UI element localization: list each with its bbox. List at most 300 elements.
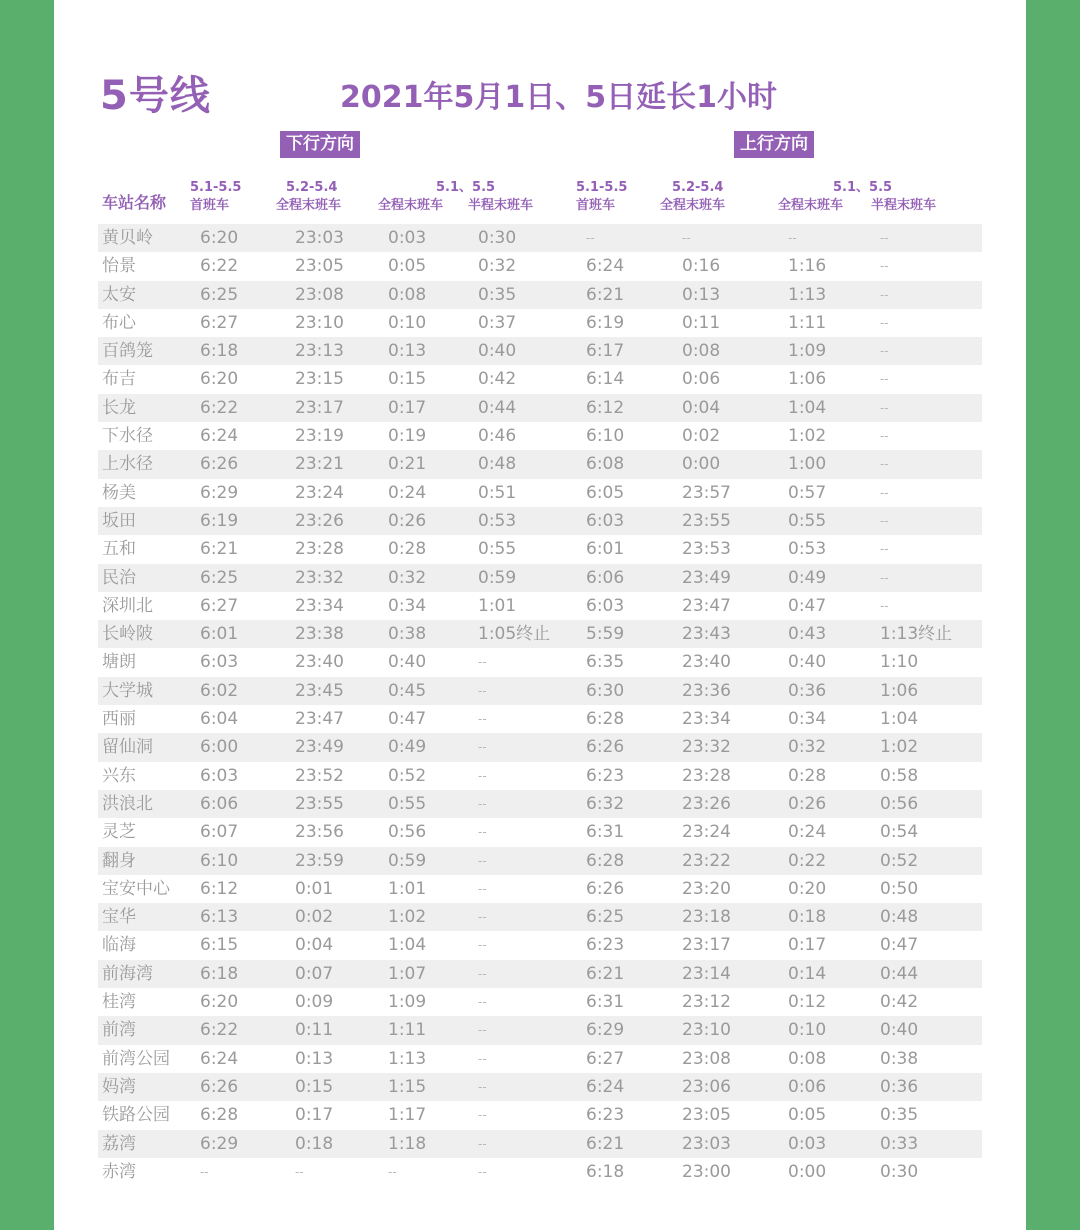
- down-full-last-cell: 0:17: [388, 397, 427, 418]
- down-full-last-cell: 0:15: [388, 369, 427, 390]
- down-last-5-2-cell: 23:34: [295, 595, 344, 616]
- up-full-last-cell: 0:28: [788, 765, 827, 786]
- up-first-cell: 5:59: [586, 624, 625, 645]
- table-row: [98, 1045, 982, 1073]
- down-first-cell: 6:20: [200, 228, 239, 248]
- down-group-header: 5.1、5.5: [436, 180, 496, 195]
- up-full-last-header: 全程末班车: [778, 198, 844, 213]
- table-row: [98, 1016, 982, 1044]
- up-half-last-cell: 0:54: [880, 822, 919, 843]
- up-full-last-cell: 1:00: [788, 454, 827, 475]
- up-full-last-cell: 0:22: [788, 850, 827, 871]
- up-last-5-2-cell: 23:18: [682, 907, 731, 928]
- table-row: [98, 507, 982, 535]
- up-half-last-cell: --: [880, 429, 889, 444]
- down-last-5-2-cell: 23:55: [295, 793, 344, 814]
- down-full-last-cell: 0:56: [388, 822, 427, 843]
- down-first-cell: 6:22: [200, 1020, 239, 1041]
- up-last-5-2-cell: 23:26: [682, 793, 731, 814]
- up-first-cell: 6:23: [586, 1105, 625, 1126]
- down-half-last-cell: --: [478, 655, 487, 670]
- extension-notice-title: 2021年5月1日、5日延长1小时: [340, 80, 777, 115]
- up-last-5-2-cell: 23:03: [682, 1133, 731, 1154]
- station-name-cell: 宝华: [102, 907, 136, 928]
- up-first-cell: 6:29: [586, 1020, 625, 1041]
- up-last-5-2-cell: 23:57: [682, 482, 731, 503]
- up-full-last-cell: 0:26: [788, 793, 827, 814]
- down-last-5-2-cell: 0:07: [295, 963, 334, 984]
- up-half-last-cell: --: [880, 513, 889, 528]
- down-full-last-cell: 1:13: [388, 1048, 427, 1069]
- table-row: [98, 309, 982, 337]
- down-full-last-cell: 0:32: [388, 567, 427, 588]
- station-name-cell: 兴东: [102, 765, 136, 786]
- down-half-last-cell: 0:51: [478, 482, 517, 503]
- up-full-last-cell: 0:03: [788, 1133, 827, 1154]
- up-full-last-cell: 0:20: [788, 878, 827, 899]
- table-row: [98, 479, 982, 507]
- table-row: [98, 337, 982, 365]
- up-full-last-cell: 1:09: [788, 341, 827, 362]
- station-name-cell: 塘朗: [102, 652, 136, 673]
- up-full-last-cell: 1:06: [788, 369, 827, 390]
- up-half-last-cell: --: [880, 485, 889, 500]
- down-half-last-cell: --: [478, 1079, 487, 1094]
- station-name-cell: 杨美: [102, 482, 136, 503]
- down-first-cell: 6:21: [200, 539, 239, 560]
- down-first-cell: 6:13: [200, 907, 239, 928]
- table-row: [98, 875, 982, 903]
- up-half-last-cell: 0:35: [880, 1105, 919, 1126]
- down-first-cell: 6:18: [200, 963, 239, 984]
- down-half-last-cell: 0:48: [478, 454, 517, 475]
- station-name-cell: 下水径: [102, 426, 153, 447]
- down-first-cell: 6:24: [200, 426, 239, 447]
- station-name-cell: 灵芝: [102, 822, 136, 843]
- table-row: [98, 960, 982, 988]
- table-row: [98, 790, 982, 818]
- up-last-5-2-cell: 23:24: [682, 822, 731, 843]
- table-row: [98, 733, 982, 761]
- up-first-cell: 6:35: [586, 652, 625, 673]
- station-name-cell: 五和: [102, 539, 136, 560]
- up-half-last-cell: 0:30: [880, 1161, 919, 1182]
- down-full-last-cell: 0:19: [388, 426, 427, 447]
- down-last-5-2-cell: 0:01: [295, 878, 334, 899]
- down-last-5-2-cell: --: [295, 1164, 304, 1179]
- station-name-cell: 民治: [102, 567, 136, 588]
- table-row: [98, 365, 982, 393]
- down-first-cell: 6:25: [200, 284, 239, 305]
- up-last-5-2-cell: 0:08: [682, 341, 721, 362]
- down-last-5-2-cell: 0:17: [295, 1105, 334, 1126]
- down-full-last-cell: 0:47: [388, 709, 427, 730]
- down-half-last-header: 半程末班车: [468, 198, 534, 213]
- down-half-last-cell: 0:55: [478, 539, 517, 560]
- up-last-5-2-cell: 23:55: [682, 510, 731, 531]
- up-first-cell: 6:17: [586, 341, 625, 362]
- station-name-cell: 上水径: [102, 454, 153, 475]
- up-last-5-2-cell: 23:34: [682, 709, 731, 730]
- up-first-train-header: 5.1-5.5 首班车: [576, 180, 628, 213]
- up-first-cell: 6:26: [586, 737, 625, 758]
- up-direction-tag: 上行方向: [734, 131, 814, 158]
- station-name-cell: 前湾: [102, 1020, 136, 1041]
- station-name-cell: 妈湾: [102, 1076, 136, 1097]
- up-first-cell: 6:31: [586, 992, 625, 1013]
- up-half-last-cell: 0:36: [880, 1076, 919, 1097]
- up-full-last-cell: 0:47: [788, 595, 827, 616]
- station-name-cell: 赤湾: [102, 1161, 136, 1182]
- up-first-cell: 6:10: [586, 426, 625, 447]
- station-name-cell: 太安: [102, 284, 136, 305]
- table-row: [98, 677, 982, 705]
- down-half-last-cell: --: [478, 1023, 487, 1038]
- table-row: [98, 422, 982, 450]
- down-full-last-cell: 0:10: [388, 312, 427, 333]
- down-full-last-cell: 0:38: [388, 624, 427, 645]
- up-full-last-cell: 0:00: [788, 1161, 827, 1182]
- down-last-5-2-cell: 0:15: [295, 1076, 334, 1097]
- down-half-last-cell: 0:42: [478, 369, 517, 390]
- up-last-5-2-cell: 23:20: [682, 878, 731, 899]
- up-first-cell: 6:23: [586, 935, 625, 956]
- up-first-cell: 6:30: [586, 680, 625, 701]
- station-name-cell: 临海: [102, 935, 136, 956]
- table-row: [98, 620, 982, 648]
- down-first-cell: 6:29: [200, 1133, 239, 1154]
- down-full-last-cell: 0:45: [388, 680, 427, 701]
- up-half-last-cell: 1:04: [880, 709, 919, 730]
- up-half-last-cell: 0:48: [880, 907, 919, 928]
- up-full-last-cell: 0:06: [788, 1076, 827, 1097]
- up-half-last-cell: 0:52: [880, 850, 919, 871]
- down-full-last-cell: 0:59: [388, 850, 427, 871]
- up-full-last-cell: 1:11: [788, 312, 827, 333]
- down-last-5-2-cell: 23:24: [295, 482, 344, 503]
- table-row: [98, 903, 982, 931]
- table-row: [98, 281, 982, 309]
- down-half-last-cell: --: [478, 683, 487, 698]
- up-half-last-cell: 0:50: [880, 878, 919, 899]
- up-last-5-2-cell: 23:05: [682, 1105, 731, 1126]
- down-last-5-2-cell: 23:47: [295, 709, 344, 730]
- up-half-last-header: 半程末班车: [871, 198, 937, 213]
- down-half-last-cell: 0:37: [478, 312, 517, 333]
- up-first-cell: 6:24: [586, 1076, 625, 1097]
- up-half-last-cell: --: [880, 400, 889, 415]
- down-first-cell: 6:20: [200, 369, 239, 390]
- down-last-5-2-cell: 23:40: [295, 652, 344, 673]
- down-full-last-cell: 1:11: [388, 1020, 427, 1041]
- up-full-last-cell: 0:55: [788, 510, 827, 531]
- up-last-5-2-cell: 23:06: [682, 1076, 731, 1097]
- down-half-last-cell: 0:30: [478, 228, 517, 248]
- up-last-5-2-cell: 0:16: [682, 256, 721, 277]
- down-half-last-cell: --: [478, 1164, 487, 1179]
- down-full-last-cell: 1:02: [388, 907, 427, 928]
- table-row: [98, 450, 982, 478]
- down-half-last-cell: 0:32: [478, 256, 517, 277]
- down-full-last-cell: 0:05: [388, 256, 427, 277]
- station-name-cell: 深圳北: [102, 595, 153, 616]
- table-row: [98, 1130, 982, 1158]
- down-first-cell: 6:25: [200, 567, 239, 588]
- up-first-cell: 6:12: [586, 397, 625, 418]
- down-first-cell: 6:24: [200, 1048, 239, 1069]
- down-direction-tag: 下行方向: [280, 131, 360, 158]
- up-last-5-2-cell: --: [682, 231, 691, 245]
- station-name-cell: 前湾公园: [102, 1048, 170, 1069]
- down-last-5-2-cell: 23:32: [295, 567, 344, 588]
- down-first-cell: 6:27: [200, 595, 239, 616]
- down-first-cell: 6:26: [200, 1076, 239, 1097]
- table-row: [98, 535, 982, 563]
- table-row: [98, 648, 982, 676]
- down-last-5-2-cell: 23:05: [295, 256, 344, 277]
- table-row: [98, 1073, 982, 1101]
- table-row: [98, 705, 982, 733]
- up-half-last-cell: 1:13终止: [880, 624, 953, 645]
- down-first-cell: 6:20: [200, 992, 239, 1013]
- station-name-cell: 翻身: [102, 850, 136, 871]
- down-half-last-cell: --: [478, 966, 487, 981]
- up-full-last-cell: 0:24: [788, 822, 827, 843]
- down-last-5-2-cell: 23:45: [295, 680, 344, 701]
- down-last-5-2-cell: 23:19: [295, 426, 344, 447]
- up-full-last-cell: 1:02: [788, 426, 827, 447]
- up-half-last-cell: --: [880, 598, 889, 613]
- down-last-5-2-cell: 23:28: [295, 539, 344, 560]
- down-last-5-2-cell: 23:03: [295, 228, 344, 248]
- table-row: [98, 762, 982, 790]
- down-full-last-cell: 1:07: [388, 963, 427, 984]
- up-last-5-2-cell: 0:06: [682, 369, 721, 390]
- up-half-last-cell: --: [880, 231, 889, 245]
- down-first-cell: 6:18: [200, 341, 239, 362]
- down-half-last-cell: --: [478, 1051, 487, 1066]
- down-last-5-2-cell: 23:17: [295, 397, 344, 418]
- down-first-cell: --: [200, 1164, 209, 1179]
- up-half-last-cell: --: [880, 344, 889, 359]
- up-first-cell: 6:06: [586, 567, 625, 588]
- down-first-cell: 6:01: [200, 624, 239, 645]
- down-full-last-cell: 0:26: [388, 510, 427, 531]
- down-full-last-cell: 0:40: [388, 652, 427, 673]
- up-first-cell: 6:21: [586, 284, 625, 305]
- up-first-cell: 6:21: [586, 963, 625, 984]
- up-full-last-cell: 1:13: [788, 284, 827, 305]
- up-first-cell: 6:01: [586, 539, 625, 560]
- down-half-last-cell: 0:44: [478, 397, 517, 418]
- down-full-last-cell: 0:24: [388, 482, 427, 503]
- station-name-cell: 前海湾: [102, 963, 153, 984]
- table-row: [98, 564, 982, 592]
- down-half-last-cell: 0:46: [478, 426, 517, 447]
- station-name-cell: 坂田: [102, 510, 136, 531]
- down-first-cell: 6:03: [200, 652, 239, 673]
- down-full-last-cell: 0:28: [388, 539, 427, 560]
- down-half-last-cell: --: [478, 938, 487, 953]
- up-first-cell: 6:23: [586, 765, 625, 786]
- up-last-5-2-cell: 0:11: [682, 312, 721, 333]
- up-full-last-cell: 0:34: [788, 709, 827, 730]
- up-first-cell: 6:18: [586, 1161, 625, 1182]
- down-last-5-2-cell: 23:26: [295, 510, 344, 531]
- up-first-cell: 6:28: [586, 850, 625, 871]
- down-first-cell: 6:03: [200, 765, 239, 786]
- up-first-cell: 6:27: [586, 1048, 625, 1069]
- station-name-cell: 荔湾: [102, 1133, 136, 1154]
- up-first-cell: 6:28: [586, 709, 625, 730]
- down-full-last-header: 全程末班车: [378, 198, 444, 213]
- up-full-last-cell: 0:36: [788, 680, 827, 701]
- up-last-5-2-cell: 23:47: [682, 595, 731, 616]
- up-full-last-cell: 1:16: [788, 256, 827, 277]
- up-half-last-cell: 0:58: [880, 765, 919, 786]
- down-last-5-2-cell: 0:02: [295, 907, 334, 928]
- up-half-last-cell: 0:44: [880, 963, 919, 984]
- up-full-last-cell: 0:12: [788, 992, 827, 1013]
- up-half-last-cell: 0:56: [880, 793, 919, 814]
- up-last-5-2-cell: 0:00: [682, 454, 721, 475]
- down-last-5-2-cell: 0:11: [295, 1020, 334, 1041]
- timetable-sheet: [54, 0, 1026, 1230]
- up-full-last-cell: 1:04: [788, 397, 827, 418]
- down-full-last-cell: 1:01: [388, 878, 427, 899]
- down-full-last-cell: 1:18: [388, 1133, 427, 1154]
- up-full-last-cell: 0:08: [788, 1048, 827, 1069]
- down-first-cell: 6:07: [200, 822, 239, 843]
- down-half-last-cell: --: [478, 1136, 487, 1151]
- up-last-5-2-cell: 23:53: [682, 539, 731, 560]
- station-name-cell: 布心: [102, 312, 136, 333]
- up-last-5-2-cell: 0:02: [682, 426, 721, 447]
- up-first-cell: 6:21: [586, 1133, 625, 1154]
- down-half-last-cell: 0:53: [478, 510, 517, 531]
- down-first-cell: 6:26: [200, 454, 239, 475]
- station-name-header: 车站名称: [102, 193, 167, 212]
- down-full-last-cell: 0:34: [388, 595, 427, 616]
- station-name-cell: 大学城: [102, 680, 153, 701]
- down-first-cell: 6:19: [200, 510, 239, 531]
- station-name-cell: 长岭陂: [102, 624, 153, 645]
- up-first-cell: 6:26: [586, 878, 625, 899]
- down-full-last-cell: 0:52: [388, 765, 427, 786]
- up-first-cell: --: [586, 231, 595, 245]
- up-last-5-2-cell: 23:22: [682, 850, 731, 871]
- up-first-cell: 6:32: [586, 793, 625, 814]
- up-full-last-cell: 0:18: [788, 907, 827, 928]
- down-half-last-cell: 0:59: [478, 567, 517, 588]
- table-row: [98, 847, 982, 875]
- table-row: [98, 252, 982, 280]
- up-half-last-cell: 0:42: [880, 992, 919, 1013]
- station-name-cell: 百鸽笼: [102, 341, 153, 362]
- up-half-last-cell: 0:38: [880, 1048, 919, 1069]
- down-last-5-2-cell: 23:52: [295, 765, 344, 786]
- up-half-last-cell: --: [880, 570, 889, 585]
- down-last-5-2-cell: 23:38: [295, 624, 344, 645]
- down-last-train-5-2-header: 5.2-5.4 全程末班车: [276, 180, 342, 213]
- down-last-5-2-cell: 23:13: [295, 341, 344, 362]
- up-first-cell: 6:03: [586, 510, 625, 531]
- up-first-cell: 6:14: [586, 369, 625, 390]
- station-name-cell: 洪浪北: [102, 793, 153, 814]
- down-last-5-2-cell: 0:09: [295, 992, 334, 1013]
- station-name-cell: 留仙洞: [102, 737, 153, 758]
- up-full-last-cell: 0:14: [788, 963, 827, 984]
- down-first-cell: 6:22: [200, 256, 239, 277]
- down-half-last-cell: --: [478, 995, 487, 1010]
- up-last-5-2-cell: 23:43: [682, 624, 731, 645]
- up-last-5-2-cell: 23:32: [682, 737, 731, 758]
- down-first-cell: 6:12: [200, 878, 239, 899]
- up-full-last-cell: 0:32: [788, 737, 827, 758]
- down-half-last-cell: --: [478, 881, 487, 896]
- up-last-5-2-cell: 23:14: [682, 963, 731, 984]
- station-name-cell: 桂湾: [102, 992, 136, 1013]
- down-half-last-cell: --: [478, 1108, 487, 1123]
- up-full-last-cell: 0:53: [788, 539, 827, 560]
- up-half-last-cell: 0:47: [880, 935, 919, 956]
- up-last-5-2-cell: 23:17: [682, 935, 731, 956]
- down-full-last-cell: 0:13: [388, 341, 427, 362]
- down-half-last-cell: --: [478, 712, 487, 727]
- up-half-last-cell: 1:10: [880, 652, 919, 673]
- up-full-last-cell: 0:05: [788, 1105, 827, 1126]
- down-full-last-cell: 1:15: [388, 1076, 427, 1097]
- station-name-cell: 黄贝岭: [102, 228, 153, 248]
- up-first-cell: 6:25: [586, 907, 625, 928]
- down-half-last-cell: 1:01: [478, 595, 517, 616]
- down-first-cell: 6:27: [200, 312, 239, 333]
- down-first-cell: 6:02: [200, 680, 239, 701]
- up-last-5-2-cell: 23:12: [682, 992, 731, 1013]
- up-half-last-cell: --: [880, 287, 889, 302]
- station-name-cell: 铁路公园: [102, 1105, 170, 1126]
- down-half-last-cell: --: [478, 768, 487, 783]
- up-group-header: 5.1、5.5: [833, 180, 893, 195]
- line-number-title: 5号线: [100, 73, 211, 119]
- up-half-last-cell: 0:40: [880, 1020, 919, 1041]
- up-full-last-cell: 0:17: [788, 935, 827, 956]
- down-first-cell: 6:28: [200, 1105, 239, 1126]
- up-last-train-5-2-header: 5.2-5.4 全程末班车: [660, 180, 726, 213]
- down-last-5-2-cell: 23:49: [295, 737, 344, 758]
- up-full-last-cell: 0:49: [788, 567, 827, 588]
- up-half-last-cell: --: [880, 542, 889, 557]
- up-full-last-cell: 0:43: [788, 624, 827, 645]
- timetable-rows: [98, 224, 982, 1186]
- station-name-cell: 布吉: [102, 369, 136, 390]
- down-last-5-2-cell: 0:13: [295, 1048, 334, 1069]
- down-full-last-cell: 0:08: [388, 284, 427, 305]
- up-last-5-2-cell: 23:10: [682, 1020, 731, 1041]
- down-half-last-cell: --: [478, 796, 487, 811]
- up-last-5-2-cell: 0:13: [682, 284, 721, 305]
- down-first-cell: 6:29: [200, 482, 239, 503]
- up-first-cell: 6:08: [586, 454, 625, 475]
- up-half-last-cell: --: [880, 457, 889, 472]
- down-last-5-2-cell: 0:18: [295, 1133, 334, 1154]
- up-last-5-2-cell: 23:00: [682, 1161, 731, 1182]
- up-first-cell: 6:03: [586, 595, 625, 616]
- down-first-cell: 6:10: [200, 850, 239, 871]
- down-half-last-cell: 0:35: [478, 284, 517, 305]
- up-full-last-cell: 0:40: [788, 652, 827, 673]
- up-half-last-cell: 1:02: [880, 737, 919, 758]
